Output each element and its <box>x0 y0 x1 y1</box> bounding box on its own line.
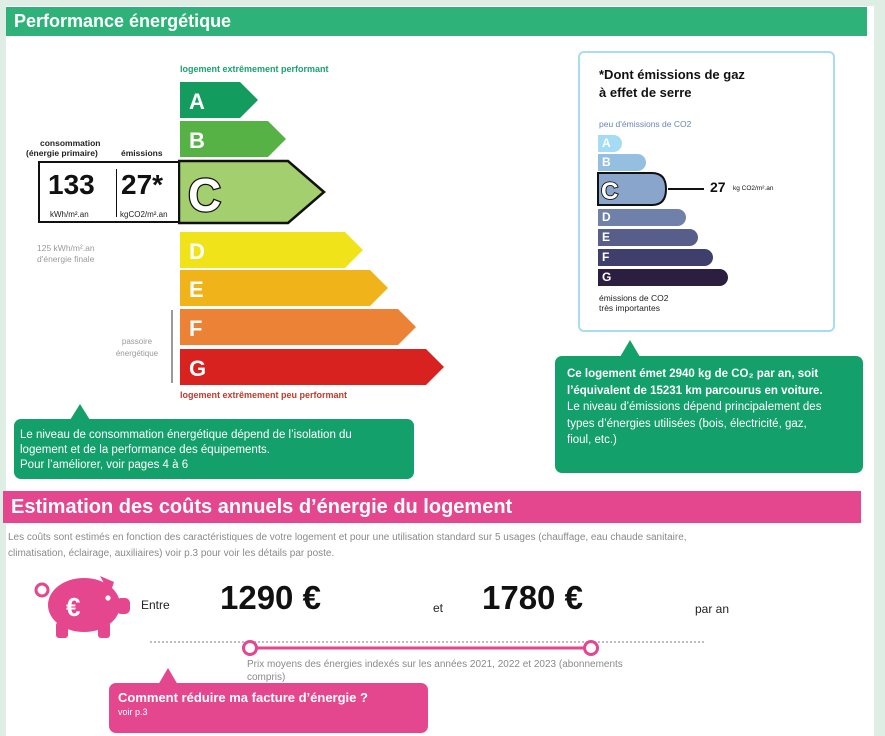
dpe-class-b <box>180 121 288 157</box>
consumption-separator <box>116 169 117 217</box>
final-energy-line2: d'énergie finale <box>37 254 95 264</box>
passoire-line2: énergétique <box>115 349 159 358</box>
euro-symbol: € <box>66 592 81 622</box>
emission-unit: kgCO2/m².an <box>120 210 168 219</box>
ges-bottom-line2: très importantes <box>599 303 660 313</box>
ges-title <box>599 66 745 102</box>
consumption-header-line2: (énergie primaire) <box>26 148 98 158</box>
dpe-class-shape-e <box>180 270 388 306</box>
bubble-right-line4: types d’énergies utilisées (bois, électricité, gaz, <box>567 417 807 430</box>
ges-title-line1: *Dont émissions de gaz <box>599 67 745 82</box>
bubble-right-line3: Le niveau d’émissions dépend principalement des <box>567 401 822 413</box>
bottom-scale-label: logement extrêmement peu performant <box>180 390 348 400</box>
dpe-class-g <box>180 349 446 385</box>
bubble-right-line5: fioul, etc.) <box>567 434 617 446</box>
dpe-class-letter-f: F <box>189 316 203 341</box>
consumption-box <box>38 161 179 223</box>
cost-per-year-label: par an <box>695 602 730 616</box>
dpe-class-shape-f <box>180 309 416 345</box>
ges-current-letter: C <box>601 178 619 205</box>
section-title-performance: Performance énergétique <box>6 7 867 36</box>
prices-note-line2: compris) <box>247 672 286 683</box>
cost-range-start-marker <box>244 642 257 655</box>
cost-and-label: et <box>433 601 444 615</box>
cost-range-end-marker <box>585 642 598 655</box>
ges-class-d: D <box>598 209 686 226</box>
ges-top-label: peu d'émissions de CO2 <box>599 119 692 129</box>
piggy-bank-icon <box>32 568 132 640</box>
ges-box <box>578 51 835 332</box>
ges-class-a: A <box>598 135 622 152</box>
prices-note <box>247 658 623 684</box>
cost-between-label: Entre <box>141 598 170 612</box>
dpe-class-e <box>180 270 390 306</box>
top-scale-label: logement extrêmement performant <box>180 64 329 74</box>
ges-class-f: F <box>598 249 713 266</box>
bubble-right-line2: l’équivalent de 15231 km parcourus en voiture. <box>567 384 823 397</box>
bubble-right-line1: Ce logement émet 2940 kg de CO₂ par an, soit <box>567 368 819 380</box>
passoire-line1: passoire <box>121 337 153 346</box>
passoire-bracket <box>171 310 173 383</box>
reduce-bill-bubble[interactable] <box>109 683 428 733</box>
consumption-header-line1: consommation <box>40 138 101 148</box>
consumption-value: 133 <box>48 169 95 200</box>
dpe-class-d <box>180 232 365 268</box>
ges-value: 27 <box>710 179 726 195</box>
bubble-left-line1: Le niveau de consommation énergétique dépend de l’isolation du <box>20 429 352 441</box>
dpe-class-a <box>180 82 260 118</box>
current-class-letter: C <box>188 169 222 221</box>
prices-note-line1: Prix moyens des énergies indexés sur les années 2021, 2022 et 2023 (abonnements <box>247 659 623 670</box>
dpe-class-letter-d: D <box>189 239 205 264</box>
section-title-costs: Estimation des coûts annuels d’énergie du logement <box>3 491 861 523</box>
reduce-bill-title: Comment réduire ma facture d’énergie ? <box>118 690 368 705</box>
consumption-unit: kWh/m².an <box>50 210 89 219</box>
costs-intro-line1: Les coûts sont estimés en fonction des caractéristiques de votre logement et pour une utilisation standard sur 5 usages (chauffage, eau chaude sanitaire, <box>8 532 687 543</box>
final-energy-note <box>37 243 95 265</box>
ges-bottom-label <box>599 293 668 313</box>
bubble-left-pointer <box>70 404 90 420</box>
dpe-class-shape-g <box>180 349 444 385</box>
ges-bottom-line1: émissions de CO2 <box>599 293 669 303</box>
final-energy-line1: 125 kWh/m².an <box>37 243 95 253</box>
ges-unit: kg CO2/m².an <box>733 185 774 192</box>
consumption-info-bubble <box>14 419 414 479</box>
dpe-class-f <box>180 309 418 345</box>
bubble-right-pointer <box>620 340 640 357</box>
dpe-class-letter-e: E <box>189 277 204 302</box>
ges-class-g: G <box>598 269 728 286</box>
dpe-class-letter-a: A <box>189 89 205 114</box>
current-class-arrow <box>178 159 328 225</box>
ges-pointer-line <box>668 188 704 190</box>
dpe-class-letter-g: G <box>189 356 207 381</box>
consumption-header <box>26 138 101 158</box>
dpe-class-letter-b: B <box>189 128 205 153</box>
emissions-header: émissions <box>121 148 163 158</box>
bubble-left-line2: logement et de la performance des équipements. <box>20 444 270 456</box>
cost-high-value: 1780 € <box>482 579 583 616</box>
passoire-label <box>110 336 164 360</box>
bubble-left-line3: Pour l’améliorer, voir pages 4 à 6 <box>20 459 189 471</box>
emission-value: 27* <box>121 169 164 200</box>
ges-current-arrow <box>596 171 670 207</box>
dpe-class-shape-d <box>180 232 363 268</box>
reduce-bill-link[interactable]: voir p.3 <box>118 707 148 717</box>
ges-title-line2: à effet de serre <box>599 85 692 100</box>
ges-class-b: B <box>598 154 646 171</box>
cost-low-value: 1290 € <box>220 579 321 616</box>
ges-class-e: E <box>598 229 698 246</box>
costs-intro <box>8 530 864 562</box>
costs-intro-line2: climatisation, éclairage, auxiliaires) voir p.3 pour voir les détails par poste. <box>8 548 335 559</box>
emissions-info-bubble <box>555 356 863 473</box>
